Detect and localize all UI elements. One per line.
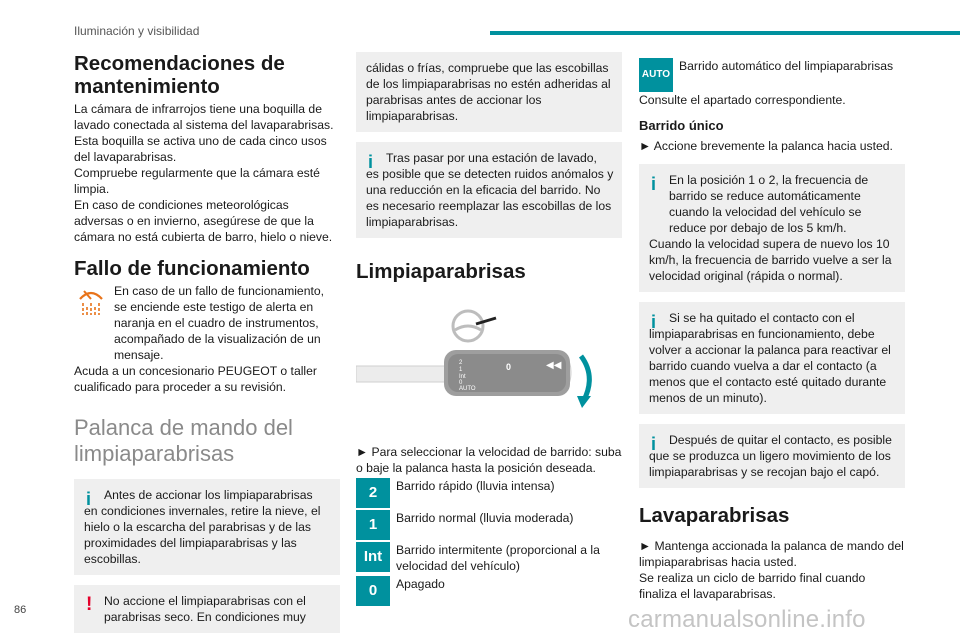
header-bar (490, 31, 960, 35)
note-winter-first-line: Antes de accionar los limpiaparabrisas (104, 488, 313, 502)
note-ignition-text: limpiaparabrisas en funcionamiento, debe volver a accionar la palanca para reactivar el barrido cuando vuelva a dar el contacto (a menos que el contacto esté quitado durante menos de un minuto). (649, 327, 891, 405)
note-winter (74, 479, 340, 575)
heading-single-wipe: Barrido único (639, 118, 724, 133)
header-title: Iluminación y visibilidad (74, 24, 200, 38)
note-dry-first-line: No accione el limpiaparabrisas con el (104, 594, 306, 608)
single-wipe-text: ► Accione brevemente la palanca hacia usted. (639, 139, 893, 153)
speed-badge-0: 0 (356, 576, 390, 606)
wiper-lever-diagram (356, 304, 622, 434)
note-car-wash-text: es posible que se detecten ruidos anómalos y una reducción en la eficacia del barrido. No es necesario reemplazar las escobillas de los limpiaparabrisas. (366, 167, 614, 229)
warning-exclamation-icon: ! (86, 594, 93, 615)
heading-washer: Lavaparabrisas (639, 504, 790, 527)
note-dry-text: parabrisas seco. En condiciones muy (104, 610, 306, 624)
info-icon: i (368, 152, 374, 172)
column-1 (74, 52, 340, 643)
steering-wheel-icon (453, 311, 496, 341)
wiper-warning-icon (74, 285, 108, 319)
auto-text: Barrido automático del limpiaparabrisas (679, 59, 894, 73)
note-speed-text-2: Cuando la velocidad supera de nuevo los 10 km/h, la frecuencia de barrido vuelve a ser la velocidad original (rápida o normal). (649, 237, 892, 283)
fault-paragraph (74, 283, 340, 363)
note-speed-frequency (639, 164, 905, 292)
note-winter-text: en condiciones invernales, retire la nieve, el hielo o la escarcha del parabrisas y de las proximidades del limpiaparabrisas y las escobillas. (84, 504, 321, 566)
speed-list (356, 478, 622, 606)
speed-row-1 (356, 510, 622, 540)
watermark: carmanualsonline.info (628, 606, 866, 633)
page-number: 86 (14, 604, 27, 616)
speed-text-2: Barrido rápido (lluvia intensa) (396, 479, 555, 493)
speed-instruction: ► Para seleccionar la velocidad de barrido: suba o baje la palanca hasta la posición deseada. (356, 445, 622, 475)
lever-rewind-icon: ◀◀ (546, 360, 562, 371)
washer-text-2: Se realiza un ciclo de barrido final cuando finaliza el lavaparabrisas. (639, 571, 866, 601)
note-car-wash (356, 142, 622, 238)
info-icon: i (651, 434, 657, 454)
speed-text-0: Apagado (396, 577, 445, 591)
speed-badge-int: Int (356, 542, 390, 572)
note-after-text: que se produzca un ligero movimiento de los limpiaparabrisas y se recojan bajo el capó. (649, 449, 891, 479)
heading-maintenance: Recomendaciones de mantenimiento (74, 52, 285, 98)
maintenance-text: La cámara de infrarrojos tiene una boquilla de lavado conectada al sistema del lavaparabrisas. Esta boquilla se activa uno de cada cinco usos del lavaparabrisas. (74, 102, 334, 164)
fault-text-2: Acuda a un concesionario PEUGEOT o taller cualificado para proceder a su revisión. (74, 364, 317, 394)
heading-fault: Fallo de funcionamiento (74, 257, 310, 280)
lever-ring-0: 0 (506, 362, 512, 372)
info-icon: i (651, 174, 657, 194)
fault-text: En caso de un fallo de funcionamiento, se enciende este testigo de alerta en naranja en el cuadro de instrumentos, acompañado de la visualización de un mensaje. (114, 284, 325, 362)
column-3 (639, 52, 905, 602)
auto-badge: AUTO (639, 58, 673, 92)
note-ignition-first-line: Si se ha quitado el contacto con el (669, 311, 855, 325)
note-after-first-line: Después de quitar el contacto, es posible (669, 433, 892, 447)
note-ignition-off (639, 302, 905, 414)
wiper-lever-illustration (356, 304, 622, 434)
lever-label-2: 2 (459, 360, 463, 366)
speed-badge-1: 1 (356, 510, 390, 540)
lever-label-1: 1 (459, 367, 463, 373)
speed-row-0 (356, 576, 622, 606)
note-car-wash-first-line: Tras pasar por una estación de lavado, (386, 151, 597, 165)
speed-badge-2: 2 (356, 478, 390, 508)
heading-lever: Palanca de mando del limpiaparabrisas (74, 415, 293, 466)
note-after-ignition (639, 424, 905, 488)
speed-text-int: Barrido intermitente (proporcional a la velocidad del vehículo) (396, 543, 600, 573)
note-dry-continued: cálidas o frías, compruebe que las escobillas de los limpiaparabrisas no estén adheridas al parabrisas antes de accionar los limpiaparabrisas. (366, 61, 611, 123)
note-speed-text: barrido se reduce automáticamente cuando la velocidad del vehículo se reduce por debajo de los 5 km/h. (669, 189, 862, 235)
note-dry-windscreen (74, 585, 340, 633)
speed-text-1: Barrido normal (lluvia moderada) (396, 511, 574, 525)
heading-wipers: Limpiaparabrisas (356, 260, 526, 283)
maintenance-text-3: En caso de condiciones meteorológicas adversas o en invierno, asegúrese de que la cámara no está cubierta de barro, hielo o nieve. (74, 198, 333, 244)
lever-label-0: 0 (459, 380, 463, 386)
speed-row-int (356, 542, 622, 574)
note-dry-windscreen-cont (356, 52, 622, 132)
auto-reference: Consulte el apartado correspondiente. (639, 93, 846, 107)
washer-text: ► Mantenga accionada la palanca de mando del limpiaparabrisas hacia usted. (639, 539, 904, 569)
lever-label-auto: AUTO (459, 386, 476, 392)
info-icon: i (86, 489, 92, 509)
auto-wipe-row (639, 58, 905, 92)
maintenance-text-2: Compruebe regularmente que la cámara esté limpia. (74, 166, 320, 196)
column-2 (356, 52, 622, 608)
info-icon: i (651, 312, 657, 332)
speed-row-2 (356, 478, 622, 508)
note-speed-first-line: En la posición 1 o 2, la frecuencia de (669, 173, 869, 187)
lever-label-int: Int (459, 374, 466, 380)
